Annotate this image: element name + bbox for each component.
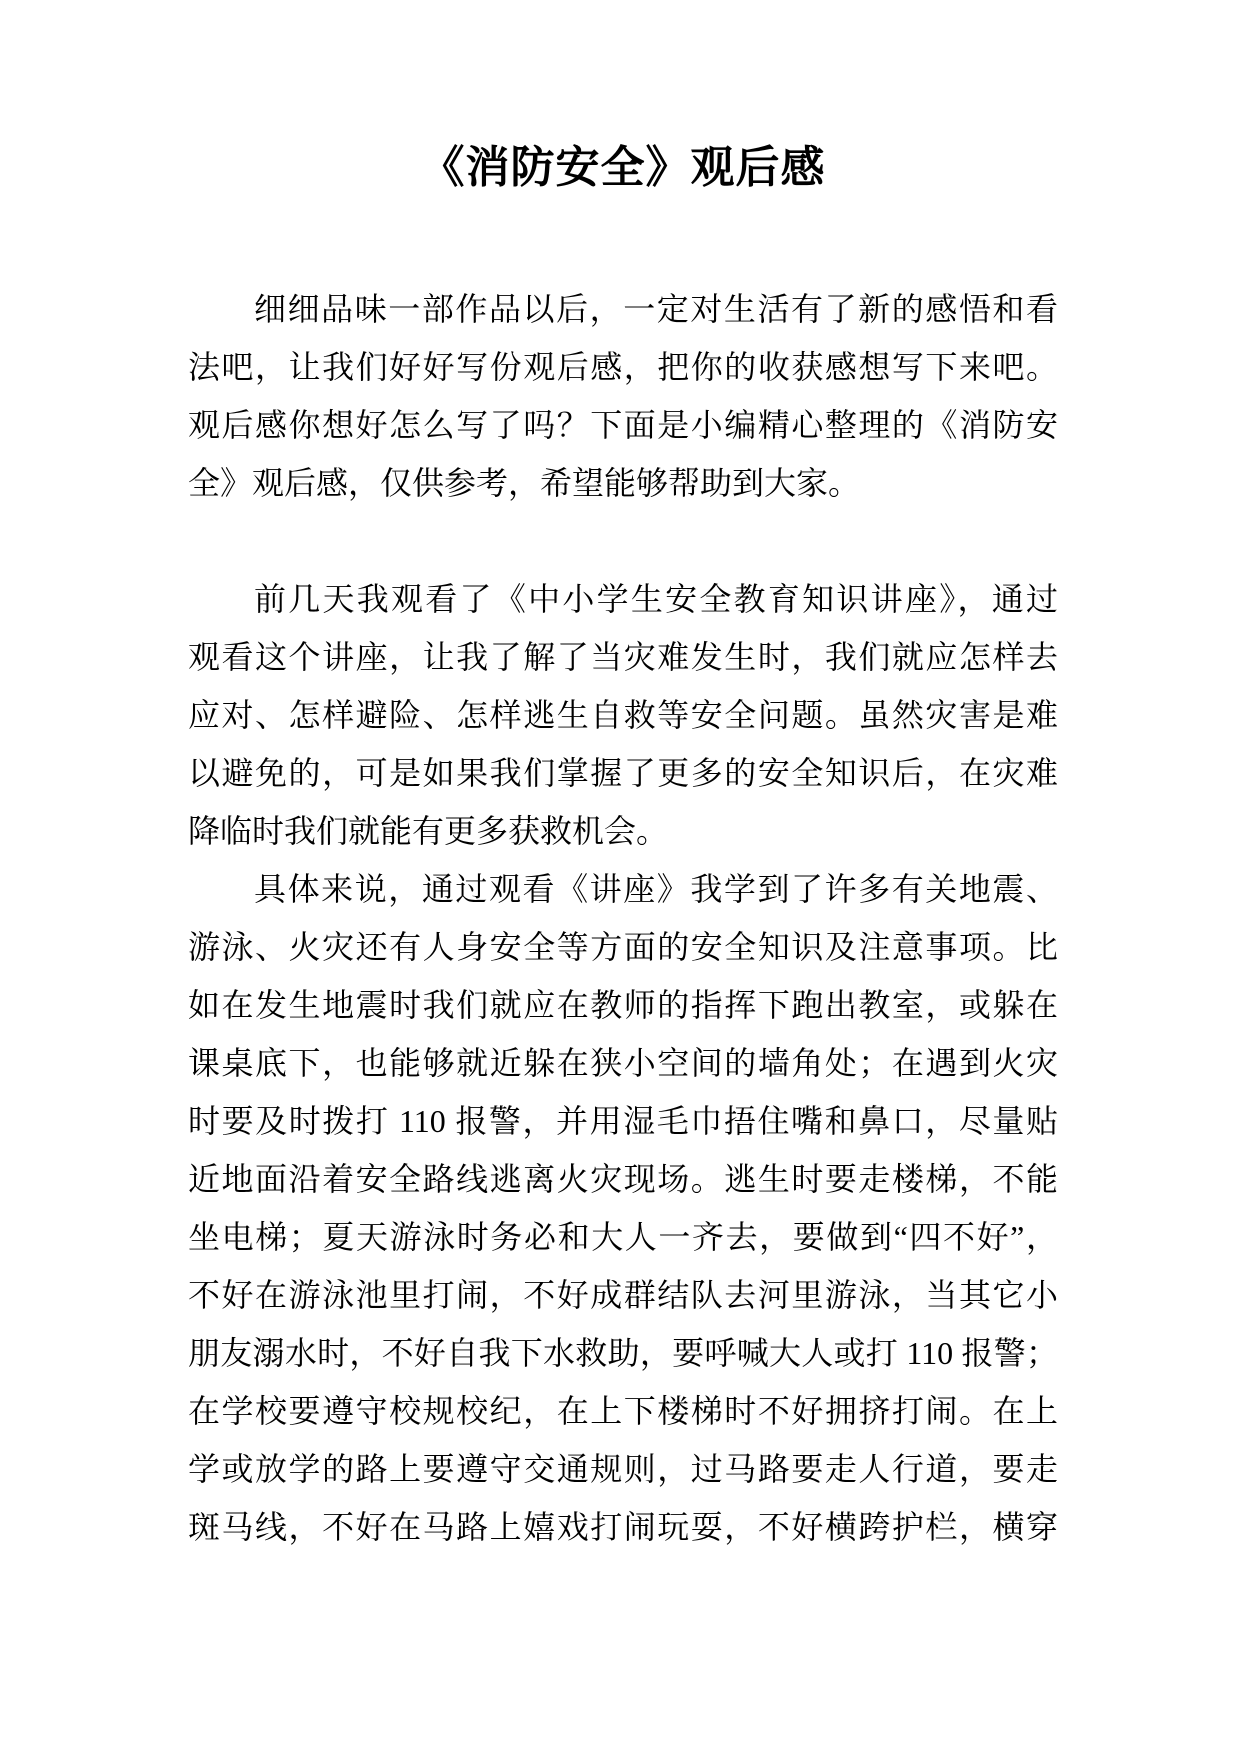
text-line: 以避免的，可是如果我们掌握了更多的安全知识后，在灾难 bbox=[188, 755, 1058, 791]
document-title: 《消防安全》观后感 bbox=[420, 143, 826, 192]
text-line: 观看这个讲座，让我了解了当灾难发生时，我们就应怎样去 bbox=[188, 639, 1058, 675]
text-line: 近地面沿着安全路线逃离火灾现场。逃生时要走楼梯，不能 bbox=[188, 1161, 1058, 1197]
text-line: 坐电梯；夏天游泳时务必和大人一齐去，要做到“四不好”， bbox=[188, 1219, 1058, 1255]
paragraph bbox=[188, 860, 1058, 1556]
paragraph bbox=[188, 570, 1058, 860]
text-line: 课桌底下，也能够就近躲在狭小空间的墙角处；在遇到火灾 bbox=[188, 1045, 1058, 1081]
text-line: 具体来说，通过观看《讲座》我学到了许多有关地震、 bbox=[254, 871, 1058, 907]
text-line: 降临时我们就能有更多获救机会。 bbox=[188, 813, 669, 849]
text-line: 不好在游泳池里打闹，不好成群结队去河里游泳，当其它小 bbox=[188, 1277, 1058, 1313]
blank-line bbox=[188, 512, 1058, 570]
text-line: 观后感你想好怎么写了吗？下面是小编精心整理的《消防安 bbox=[188, 407, 1058, 443]
text-line: 全》观后感，仅供参考，希望能够帮助到大家。 bbox=[188, 465, 861, 501]
document-body bbox=[188, 280, 1058, 1556]
text-line: 游泳、火灾还有人身安全等方面的安全知识及注意事项。比 bbox=[188, 929, 1058, 965]
text-line: 斑马线，不好在马路上嬉戏打闹玩耍，不好横跨护栏，横穿 bbox=[188, 1509, 1058, 1545]
text-line: 时要及时拨打 110 报警，并用湿毛巾捂住嘴和鼻口，尽量贴 bbox=[188, 1103, 1058, 1139]
text-line: 在学校要遵守校规校纪，在上下楼梯时不好拥挤打闹。在上 bbox=[188, 1393, 1058, 1429]
text-line: 学或放学的路上要遵守交通规则，过马路要走人行道，要走 bbox=[188, 1451, 1058, 1487]
text-line: 朋友溺水时，不好自我下水救助，要呼喊大人或打 110 报警； bbox=[188, 1335, 1058, 1371]
text-line: 应对、怎样避险、怎样逃生自救等安全问题。虽然灾害是难 bbox=[188, 697, 1058, 733]
text-line: 前几天我观看了《中小学生安全教育知识讲座》，通过 bbox=[254, 581, 1058, 617]
text-line: 细细品味一部作品以后，一定对生活有了新的感悟和看 bbox=[254, 291, 1058, 327]
text-line: 如在发生地震时我们就应在教师的指挥下跑出教室，或躲在 bbox=[188, 987, 1058, 1023]
paragraph bbox=[188, 280, 1058, 512]
text-line: 法吧，让我们好好写份观后感，把你的收获感想写下来吧。 bbox=[188, 349, 1058, 385]
